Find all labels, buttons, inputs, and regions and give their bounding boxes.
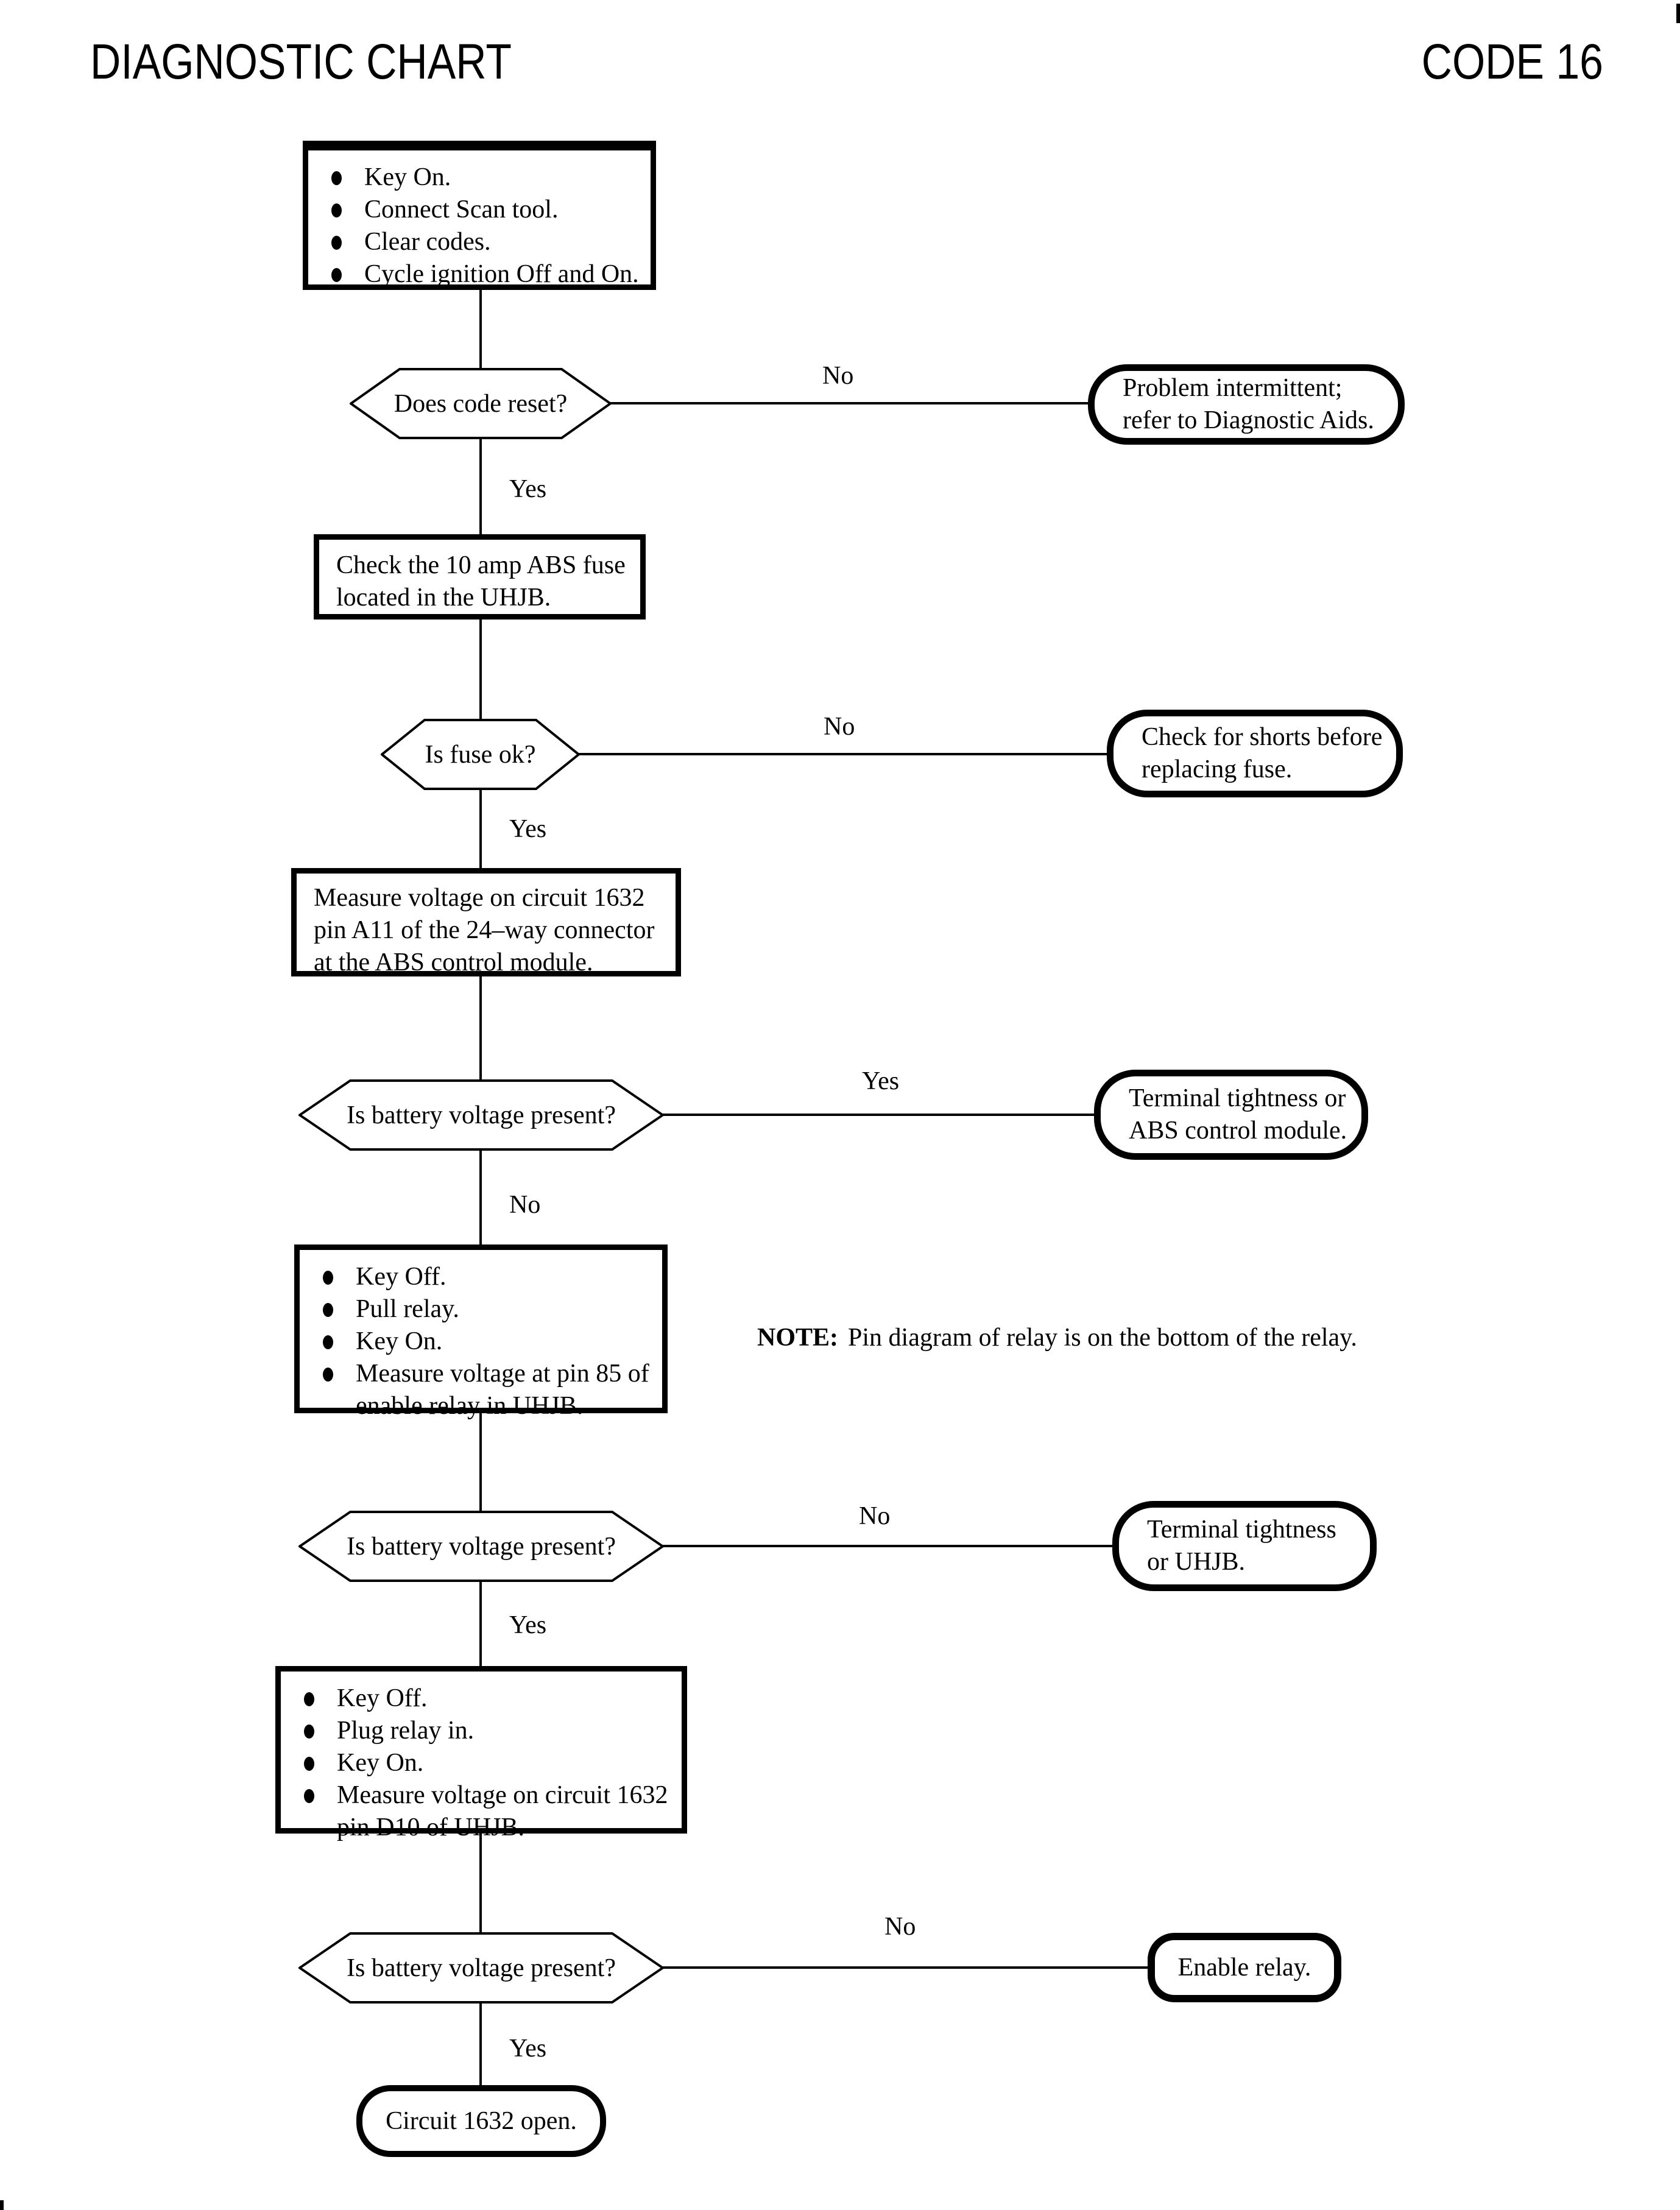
list-item: Measure voltage at pin 85 of enable relay in UHJB. [300,1358,662,1422]
list-item: Key On. [300,1326,662,1358]
page-code: CODE 16 [1421,34,1603,90]
page-title: DIAGNOSTIC CHART [90,34,512,90]
terminal-line: Check for shorts before [1142,723,1383,751]
connector-check-fuse-to-d2 [479,618,482,720]
list-item: Plug relay in. [281,1715,682,1747]
pull-relay-list [300,1250,662,1422]
decision-label: Is battery voltage present? [347,1101,616,1129]
list-item: Key Off. [300,1261,662,1293]
process-line: Measure voltage on circuit 1632 [314,884,645,912]
branch-label-d4-yes: Yes [509,1611,547,1639]
connector-d1-to-check-fuse [479,438,482,535]
process-pull-relay [294,1244,668,1420]
decision-label: Is fuse ok? [425,740,536,769]
connector-d4-to-plug-relay [479,1581,482,1667]
branch-label-d5-yes: Yes [509,2035,547,2063]
terminal-line: Terminal tightness [1147,1516,1336,1544]
process-line: at the ABS control module. [314,948,593,976]
branch-label-d5-no: No [884,1913,916,1941]
terminal-line: refer to Diagnostic Aids. [1123,406,1374,434]
terminal-tightness-abs-module [1094,1070,1368,1160]
connector-d3-to-pull-relay [479,1149,482,1246]
decision-battery-voltage-1 [298,1079,664,1151]
decision-does-code-reset [350,368,612,439]
start-steps-list [308,150,651,291]
list-item: Measure voltage on circuit 1632 pin D10 of UHJB. [281,1779,682,1844]
process-start-steps [303,141,656,290]
process-line: Check the 10 amp ABS fuse [336,551,626,579]
connector-start-to-d1 [479,288,482,369]
process-measure-a11 [291,868,681,976]
connector-pull-relay-to-d4 [479,1412,482,1512]
note-text [757,1323,1357,1352]
list-item: Clear codes. [308,226,651,258]
branch-line-d4-no [662,1545,1115,1547]
decision-label: Does code reset? [394,389,568,418]
scan-artifact [0,2200,4,2210]
branch-line-d2-no [577,753,1109,755]
branch-line-d3-yes [662,1114,1095,1116]
branch-label-d2-yes: Yes [509,815,547,843]
branch-label-d2-no: No [824,713,855,741]
terminal-circuit-1632-open [356,2085,606,2157]
terminal-problem-intermittent [1088,364,1405,445]
decision-battery-voltage-3 [298,1932,664,2003]
decision-label: Is battery voltage present? [347,1532,616,1561]
process-line: located in the UHJB. [336,584,551,612]
branch-label-d1-yes: Yes [509,475,547,503]
terminal-enable-relay [1148,1933,1341,2002]
terminal-line: Problem intermittent; [1123,374,1343,402]
process-check-fuse [314,534,646,620]
connector-measure-a11-to-d3 [479,975,482,1081]
terminal-line: Enable relay. [1177,1953,1311,1982]
connector-d2-to-measure-a11 [479,789,482,869]
list-item: Key On. [308,161,651,194]
connector-plug-relay-to-d5 [479,1832,482,1933]
branch-label-d3-yes: Yes [862,1067,900,1095]
terminal-tightness-uhjb [1112,1501,1377,1591]
terminal-line: Circuit 1632 open. [386,2106,577,2135]
branch-line-d5-no [662,1966,1150,1969]
decision-is-fuse-ok [381,719,580,790]
branch-label-d3-no: No [509,1191,541,1219]
terminal-line: or UHJB. [1147,1548,1246,1576]
note-label: NOTE: [757,1324,839,1352]
list-item: Cycle ignition Off and On. [308,258,651,291]
list-item: Key Off. [281,1682,682,1715]
branch-label-d1-no: No [822,362,854,390]
plug-relay-list [281,1672,682,1844]
terminal-line: replacing fuse. [1142,755,1293,783]
branch-label-d4-no: No [859,1502,891,1530]
process-line: pin A11 of the 24–way connector [314,916,655,944]
list-item: Pull relay. [300,1293,662,1326]
terminal-line: Terminal tightness or [1129,1084,1346,1112]
branch-line-d1-no [609,402,1090,404]
scan-artifact [1676,4,1680,23]
process-plug-relay [275,1666,687,1841]
connector-d5-to-circuit-open [479,2002,482,2086]
list-item: Key On. [281,1747,682,1779]
list-item: Connect Scan tool. [308,194,651,226]
terminal-line: ABS control module. [1129,1117,1347,1145]
decision-battery-voltage-2 [298,1511,664,1582]
terminal-check-shorts [1107,710,1403,797]
note-body: Pin diagram of relay is on the bottom of the relay. [848,1324,1357,1352]
decision-label: Is battery voltage present? [347,1954,616,1982]
